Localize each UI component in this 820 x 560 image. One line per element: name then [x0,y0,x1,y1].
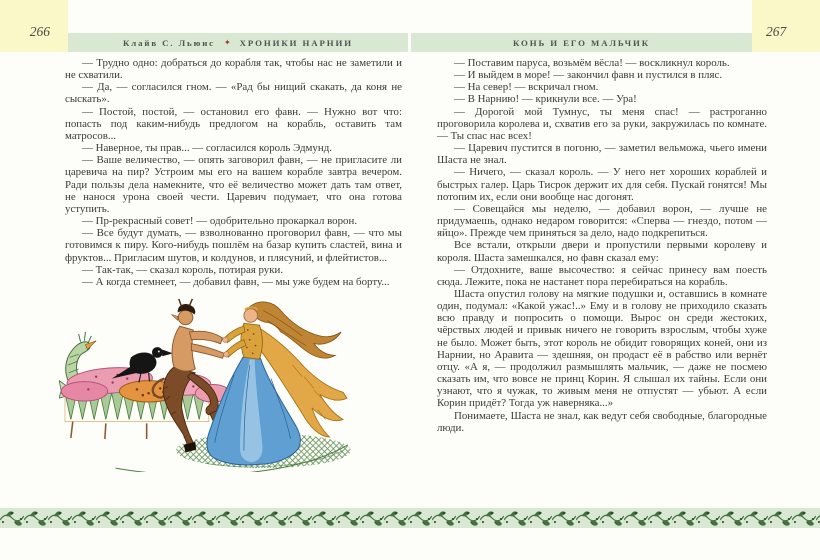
paragraph: — Ваше величество, — опять заговорил фавн, — не пригласите ли царевича на пир? Устроим мы его на вашем корабле завтра вечером. Ради пользы дела намекните, что её величество может дать там ответ, не нанося урона своей чести. Царевич подумает, что она готова уступить. [65,154,402,215]
header-book-title: ХРОНИКИ НАРНИИ [239,37,353,48]
paragraph: — Пр-рекрасный совет! — одобрительно прокаркал ворон. [82,215,358,228]
paragraph: — Да, — согласился гном. — «Рад бы нищий скакать, да коня не сыскать». [65,81,402,106]
right-text-column [437,57,767,434]
paragraph: — Совещайся мы неделю, — добавил ворон, — лучше не придумаешь, однако недаром говорится: «Сперва — гнездо, потом — яйцо». Прежде чем приняться за дело, надо подкрепиться. [437,202,767,240]
vine-ornament-band [0,508,820,528]
paragraph: — Царевич пустится в погоню, — заметил вельможа, чьего имени Шаста не знал. [437,142,767,167]
left-paragraphs [65,57,402,288]
paragraph: Понимаете, Шаста не знал, как ведут себя свободные, благородные люди. [437,409,767,434]
paragraph: — И выйдем в море! — закончил фавн и пустился в пляс. [454,69,723,82]
paragraph: — В Нарнию! — крикнули все. — Ура! [454,93,637,106]
right-page-number-block [752,0,820,52]
left-text-column [65,57,402,472]
paragraph: — Так-так, — сказал король, потирая руки. [82,263,284,276]
paragraph: — Поставим паруса, возьмём вёсла! — воскликнул король. [454,57,730,69]
left-page-number: 266 [29,24,50,39]
left-running-header [68,33,408,52]
header-chapter-title: КОНЬ И ЕГО МАЛЬЧИК [512,37,651,48]
diamond-separator-icon: ✦ [223,37,231,47]
left-page-number-block [0,0,68,52]
paragraph: — Отдохните, ваше высочество: я сейчас принесу вам поесть сюда. Лежите, пока не настанет пора перебираться на корабль. [437,263,767,288]
right-paragraphs [437,57,767,434]
paragraph: — Ничего, — сказал король. — У него нет хороших кораблей и быстрых галер. Царь Тисрок держит их для себя. Пускай гонятся! Мы потопим их, если они вообще нас догонят. [437,166,767,203]
illustration-faun-queen-dance [59,297,402,472]
paragraph: — Все будут думать, — взволнованно проговорил фавн, — что мы готовимся к пиру. Кого-нибудь пошлём на базар купить сластей, вина и фруктов... Пригласим шутов, и колдунов, и плясуний, и флейтистов... [65,227,402,264]
paragraph: Все встали, открыли двери и пропустили первыми королеву и короля. Шаста замешкался, но фавн сказал ему: [437,239,767,264]
paragraph: — А когда стемнеет, — добавил фавн, — мы уже будем на борту... [82,275,390,288]
paragraph: — На север! — вскричал гном. [454,81,599,94]
paragraph: — Дорогой мой Тумнус, ты меня спас! — растроганно проговорила королева и, схватив его за руки, закружилась по комнате. — Ты спас нас всех! [437,105,767,142]
right-running-header [411,33,752,52]
paragraph: — Постой, постой, — остановил его фавн. — Нужно вот что: попасть под каким-нибудь предлогом на корабль, оставить там матросов... [65,105,402,142]
paragraph: — Трудно одно: добраться до корабля так, чтобы нас не заметили и не схватили. [65,57,402,82]
header-author: Клайв С. Льюис [122,37,215,48]
paragraph: Шаста опустил голову на мягкие подушки и, оставшись в комнате один, подумал: «Какой ужас!..» Ему и в голову не приходило сказать всю правду и попросить о помощи. Вырос он среди жестоких, чёрствых людей и привык ничего не говорить взрослым, чтобы хуже не было. Может быть, этот король не обидит говорящих коней, они из Нарнии, но Аравита — здешняя, он продаст её в рабство или вернёт отцу. «А я, — продолжил размышлять мальчик, — даже не посмею сказать им, что вовсе не принц Корин. Я слышал их тайны. Если они узнают, что я чужак, то живым меня не отпустят — убьют. А если Корин придёт? Тогда уж наверняка...» [437,287,767,410]
right-page-number: 267 [766,24,787,39]
paragraph: — Наверное, ты прав... — согласился король Эдмунд. [82,142,332,155]
